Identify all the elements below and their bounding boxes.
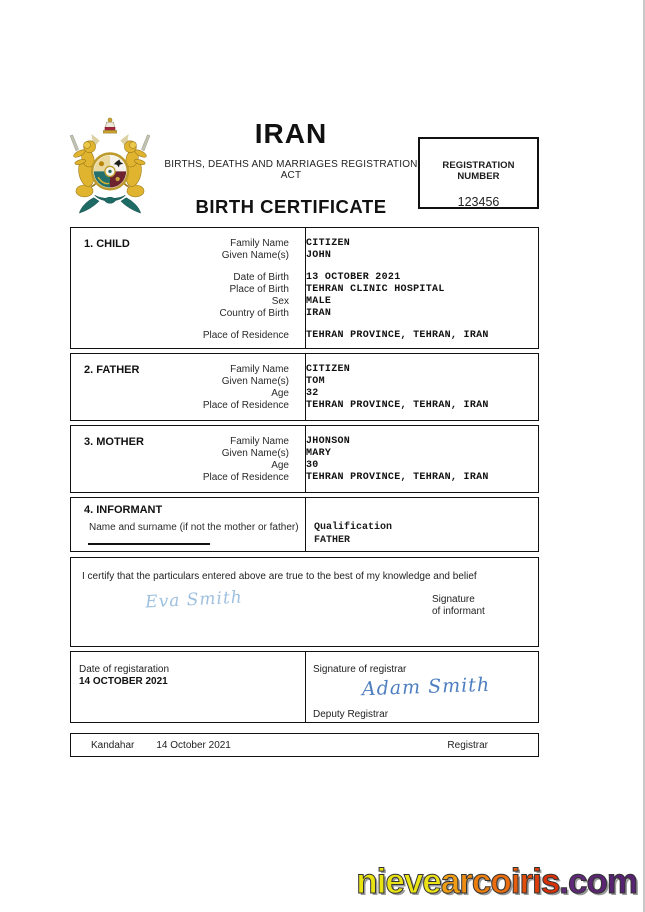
watermark-letter: i [532,862,541,901]
signature-caption [432,594,485,618]
section-child-title: 1. CHILD [84,238,130,250]
field-row [71,448,538,460]
iran-coat-of-arms-icon [66,117,154,219]
watermark-letter: n [356,862,377,901]
field-row [71,400,538,412]
field-label: Place of Birth [229,284,289,295]
field-row [71,388,538,400]
field-row [71,250,538,262]
footer-place: Kandahar [91,739,135,751]
watermark-letter: c [568,862,587,901]
registration-number-label: REGISTRATION NUMBER [442,160,515,182]
watermark-letter: r [519,862,533,901]
signature-caption-line2: of informant [432,606,485,617]
field-label: Given Name(s) [221,376,289,387]
watermark-letter: i [510,862,520,901]
footer-role: Registrar [447,739,488,751]
field-row [71,330,538,342]
registrar-box [70,651,539,723]
field-label: Date of Birth [233,272,289,283]
registration-number-box [418,137,539,209]
watermark-letter: r [459,862,472,901]
field-value: 13 OCTOBER 2021 [306,272,401,283]
field-label: Country of Birth [219,308,289,319]
watermark [356,862,637,902]
field-value: IRAN [306,308,332,319]
certificate-header [156,120,426,218]
field-value: TEHRAN PROVINCE, TEHRAN, IRAN [306,400,489,411]
column-divider [305,498,307,551]
field-row [71,272,538,284]
watermark-letter: m [606,862,637,901]
shield-icon [92,154,128,190]
registrar-title: Deputy Registrar [313,709,389,720]
field-value: JOHN [306,250,332,261]
section-informant-title: 4. INFORMANT [84,504,163,516]
informant-name-label: Name and surname (if not the mother or father) [89,522,299,533]
field-label: Place of Residence [202,472,289,483]
section-father [70,353,539,421]
field-value: 30 [306,460,319,471]
watermark-letter: e [385,862,404,901]
section-father-title: 2. FATHER [84,364,140,376]
registration-number-value: 123456 [457,195,500,209]
registration-date-value: 14 OCTOBER 2021 [79,676,168,687]
field-label: Sex [271,296,289,307]
registration-date-label: Date of registaration [79,664,170,675]
certification-statement: I certify that the particulars entered above are true to the best of my knowledge and belief [82,571,477,582]
watermark-letter: o [490,862,511,901]
section-mother [70,425,539,493]
field-row [71,364,538,376]
field-row [71,296,538,308]
field-value: TEHRAN CLINIC HOSPITAL [306,284,445,295]
signature-caption-line1: Signature [432,594,475,605]
field-label: Place of Residence [202,400,289,411]
field-row [71,460,538,472]
document-title: BIRTH CERTIFICATE [195,196,387,217]
field-label: Age [271,460,289,471]
watermark-letter: i [376,862,386,901]
watermark-letter: o [586,862,607,901]
field-value: MARY [306,448,332,459]
ribbon-icon [79,195,140,213]
qualification-label: Qualification [314,522,393,533]
act-title: BIRTHS, DEATHS AND MARRIAGES REGISTRATION ACT [164,159,418,181]
field-value: TEHRAN PROVINCE, TEHRAN, IRAN [306,472,489,483]
watermark-letter: . [559,862,569,901]
field-value: JHONSON [306,436,351,447]
qualification-value: FATHER [314,535,351,546]
footer-date: 14 October 2021 [156,739,231,751]
field-value: 32 [306,388,319,399]
field-label: Family Name [230,238,289,249]
section-mother-title: 3. MOTHER [84,436,144,448]
footer-strip-box [70,733,539,757]
section-informant [70,497,539,552]
field-label: Age [271,388,289,399]
field-label: Given Name(s) [221,448,289,459]
field-label: Place of Residence [202,330,289,341]
field-label: Given Name(s) [221,250,289,261]
field-value: CITIZEN [306,364,351,375]
field-label: Family Name [230,436,289,447]
field-value: TEHRAN PROVINCE, TEHRAN, IRAN [306,330,489,341]
field-row [71,376,538,388]
informant-signature: Eva Smith [144,587,244,613]
field-row [71,284,538,296]
field-value: CITIZEN [306,238,351,249]
certification-box [70,557,539,647]
watermark-letter: s [540,862,560,901]
watermark-letter: v [403,862,423,901]
registrar-signature: Adam Smith [361,673,491,701]
country-title: IRAN [254,118,328,149]
column-divider [305,652,307,722]
field-label: Family Name [230,364,289,375]
section-child [70,227,539,349]
field-value: MALE [306,296,332,307]
crown-icon [103,118,117,133]
informant-name-underline [88,543,210,545]
watermark-letter: e [422,862,441,901]
watermark-letter: a [440,862,460,901]
field-value: TOM [306,376,325,387]
field-row [71,472,538,484]
watermark-letter: c [471,862,491,901]
field-row [71,436,538,448]
registrar-signature-label: Signature of registrar [313,664,407,675]
field-row [71,308,538,320]
field-row [71,238,538,250]
